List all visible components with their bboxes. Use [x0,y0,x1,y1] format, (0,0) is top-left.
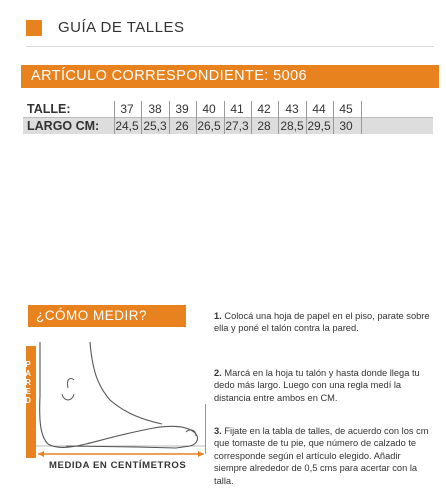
column-separator [196,101,197,134]
table-cell: 40 [202,102,216,116]
table-cell: 38 [148,102,162,116]
ankle-mark [67,378,74,388]
column-separator [224,101,225,134]
table-divider [23,117,433,118]
column-separator [169,101,170,134]
table-cell: 24,5 [115,119,139,133]
table-cell: 45 [339,102,353,116]
column-separator [333,101,334,134]
table-row-largo [23,118,433,134]
column-separator [306,101,307,134]
step-number: 1. [214,311,222,321]
arrow-right-icon [198,451,204,457]
wall-label-letter: D [25,396,31,405]
step-number: 3. [214,426,222,436]
row-label-largo: LARGO CM: [27,119,100,133]
table-cell: 27,3 [225,119,249,133]
column-separator [278,101,279,134]
table-cell: 28,5 [280,119,304,133]
step-2 [214,367,436,404]
column-separator [361,101,362,134]
header-divider [26,46,434,47]
table-row-talle [23,101,433,117]
page-title: GUÍA DE TALLES [58,19,185,36]
table-cell: 30 [339,119,353,133]
step-text: Marcá en la hoja tu talón y hasta donde llega tu dedo más largo. Luego con una regla medí la distancia entre ambos en CM. [214,368,420,403]
foot-top-line [90,342,162,424]
column-separator [114,101,115,134]
step-1 [214,310,436,335]
foot-measurement-diagram [26,336,206,476]
wall-label [22,360,34,405]
column-separator [141,101,142,134]
table-cell: 42 [257,102,271,116]
wall-label-letter: P [25,360,31,369]
step-text: Fijate en la tabla de talles, de acuerdo con los cm que tomaste de tu pie, que número de calzado te corresponde según el artículo elegido. Añadir siempre alrededor de 0,5 cms para acertar con la talla. [214,426,429,486]
arrow-left-icon [38,451,44,457]
measure-label: MEDIDA EN CENTÍMETROS [49,460,187,471]
article-label: ARTÍCULO CORRESPONDIENTE: 5006 [31,68,308,84]
table-cell: 29,5 [307,119,331,133]
table-cell: 26 [175,119,189,133]
step-number: 2. [214,368,222,378]
wall-label-letter: R [25,378,31,387]
column-separator [251,101,252,134]
table-cell: 26,5 [197,119,221,133]
table-cell: 37 [120,102,134,116]
how-to-measure-banner [28,305,186,327]
wall-label-letter: E [25,387,31,396]
ankle-curve [62,394,74,400]
table-cell: 28 [257,119,271,133]
header-accent-square [26,20,42,36]
wall-label-letter: A [25,369,31,378]
foot-outline [40,342,198,448]
table-cell: 25,3 [143,119,167,133]
step-text: Colocá una hoja de papel en el piso, parate sobre ella y poné el talón contra la pared. [214,311,430,334]
table-cell: 41 [230,102,244,116]
row-label-talle: TALLE: [27,102,71,116]
table-cell: 44 [312,102,326,116]
table-cell: 43 [285,102,299,116]
how-to-measure-title: ¿CÓMO MEDIR? [36,308,148,323]
step-3 [214,425,436,487]
table-cell: 39 [175,102,189,116]
article-banner [21,65,439,88]
